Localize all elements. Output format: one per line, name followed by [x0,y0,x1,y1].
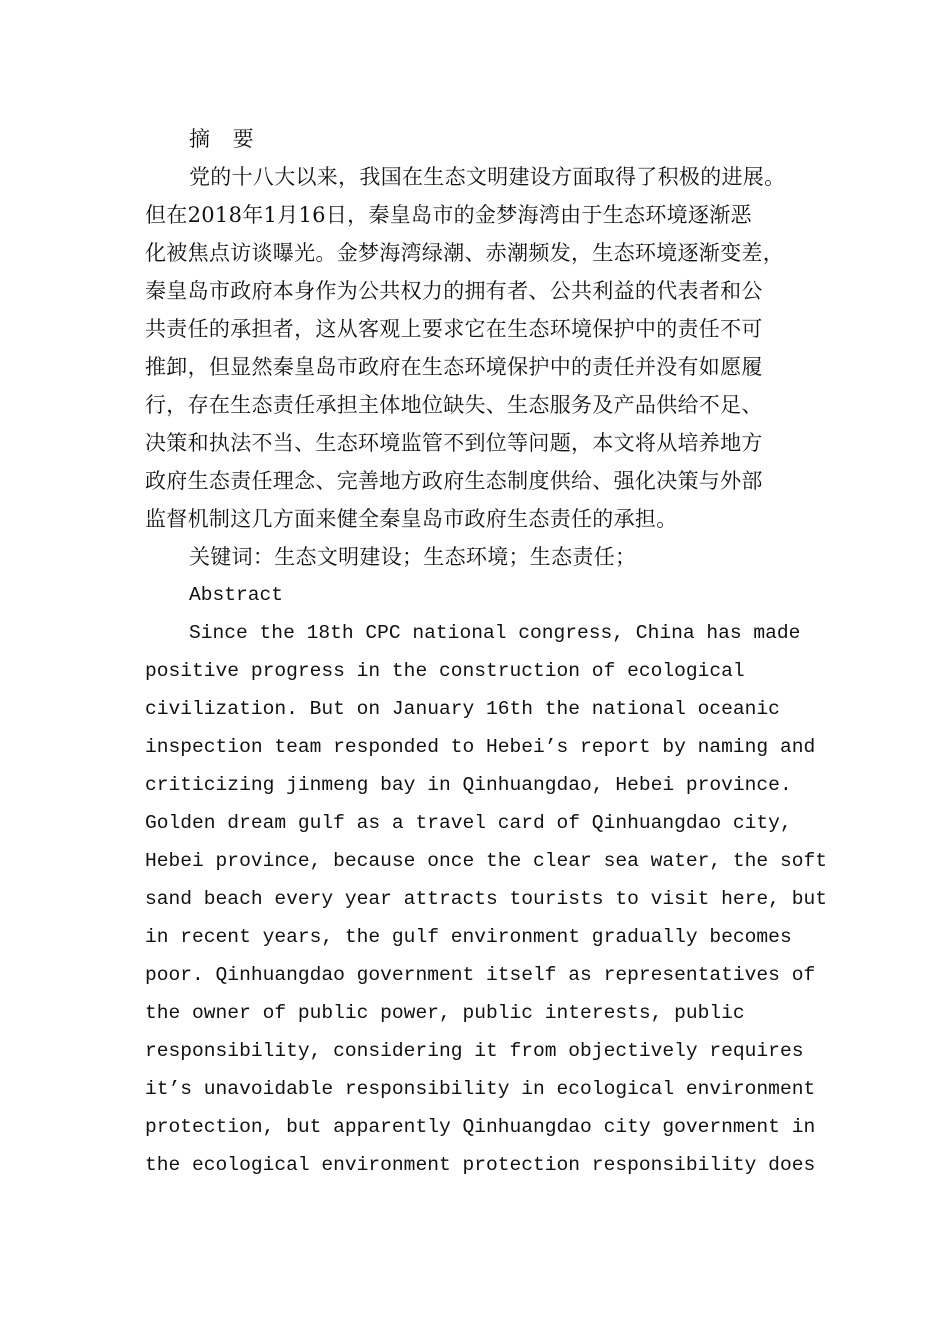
text-line: 监督机制这几方面来健全秦皇岛市政府生态责任的承担。 [145,507,678,531]
abstract-en-heading: Abstract [189,584,284,606]
text-line: 推卸，但显然秦皇岛市政府在生态环境保护中的责任并没有如愿履 [145,355,763,379]
text-line: 党的十八大以来，我国在生态文明建设方面取得了积极的进展。 [189,165,786,189]
text-line: sand beach every year attracts tourists to visit here, but [145,888,827,910]
text-line: the ecological environment protection responsibility does [145,1154,816,1176]
text-line: poor. Qinhuangdao government itself as representatives of [145,964,816,986]
text-line: 秦皇岛市政府本身作为公共权力的拥有者、公共利益的代表者和公 [145,279,763,303]
text-line: in recent years, the gulf environment gradually becomes [145,926,792,948]
keywords-cn: 关键词：生态文明建设；生态环境；生态责任； [189,545,637,569]
text-line: criticizing jinmeng bay in Qinhuangdao, Hebei province. [145,774,792,796]
text-line: civilization. But on January 16th the national oceanic [145,698,780,720]
text-line: 共责任的承担者，这从客观上要求它在生态环境保护中的责任不可 [145,317,763,341]
document-body [145,120,827,1184]
abstract-en-paragraph [145,614,827,1184]
text-line: 化被焦点访谈曝光。金梦海湾绿潮、赤潮频发，生态环境逐渐变差， [145,241,784,265]
text-line: 决策和执法不当、生态环境监管不到位等问题，本文将从培养地方 [145,431,763,455]
text-line: Golden dream gulf as a travel card of Qinhuangdao city, [145,812,792,834]
text-line: 政府生态责任理念、完善地方政府生态制度供给、强化决策与外部 [145,469,763,493]
text-line: 行，存在生态责任承担主体地位缺失、生态服务及产品供给不足、 [145,393,763,417]
text-line: 但在2018年1月16日，秦皇岛市的金梦海湾由于生态环境逐渐恶 [145,203,752,227]
text-line: positive progress in the construction of ecological [145,660,745,682]
text-line: it’s unavoidable responsibility in ecological environment [145,1078,816,1100]
text-line: the owner of public power, public interests, public [145,1002,745,1024]
text-line: Since the 18th CPC national congress, China has made [189,622,801,644]
abstract-cn-heading: 摘 要 [189,127,262,151]
abstract-cn-paragraph [145,158,810,538]
text-line: inspection team responded to Hebei’s report by naming and [145,736,816,758]
text-line: protection, but apparently Qinhuangdao city government in [145,1116,816,1138]
text-line: responsibility, considering it from objectively requires [145,1040,804,1062]
text-line: Hebei province, because once the clear sea water, the soft [145,850,827,872]
